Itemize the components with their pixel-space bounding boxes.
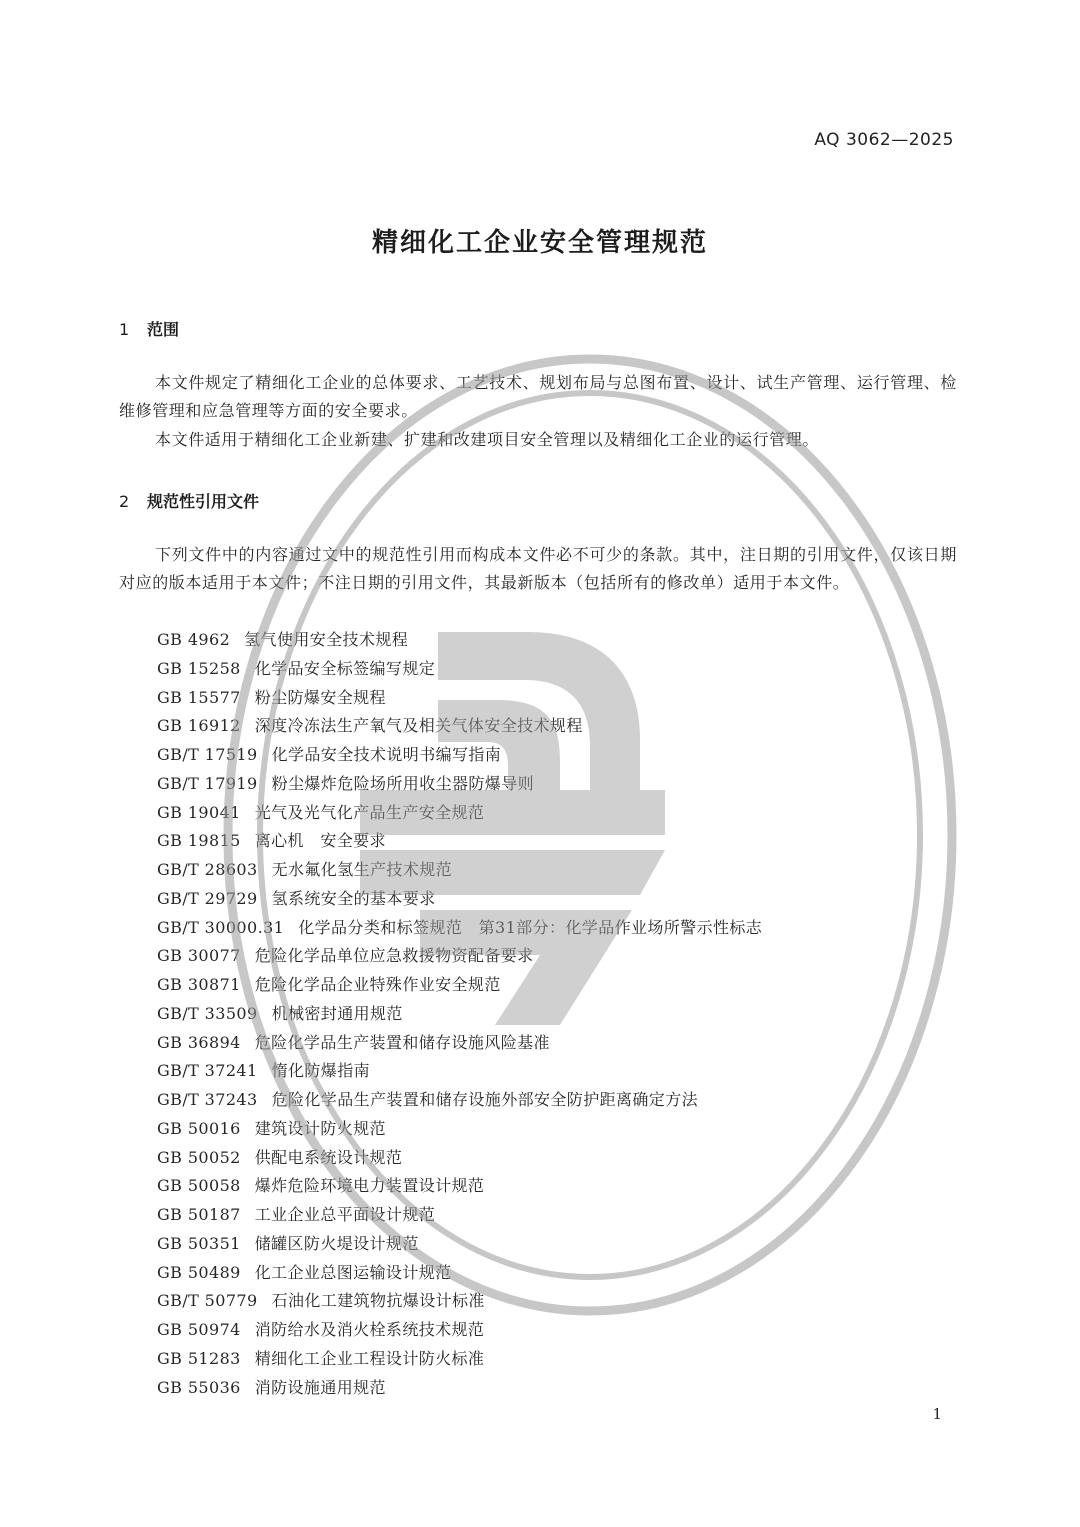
reference-item bbox=[157, 741, 762, 770]
reference-code: GB 19815 bbox=[157, 831, 241, 851]
reference-code: GB/T 30000.31 bbox=[157, 917, 285, 937]
reference-item bbox=[157, 1172, 762, 1201]
reference-code: GB 30871 bbox=[157, 975, 241, 994]
reference-title: 无水氟化氢生产技术规范 bbox=[271, 860, 452, 879]
reference-code: GB 50187 bbox=[157, 1205, 241, 1224]
reference-title: 深度冷冻法生产氧气及相关气体安全技术规程 bbox=[254, 716, 583, 736]
reference-list bbox=[157, 626, 762, 1402]
section-heading-normative-references bbox=[119, 489, 259, 512]
reference-title: 爆炸危险环境电力装置设计规范 bbox=[254, 1176, 485, 1196]
reference-title: 惰化防爆指南 bbox=[271, 1061, 370, 1081]
reference-code: GB 50974 bbox=[157, 1320, 241, 1339]
reference-title: 危险化学品企业特殊作业安全规范 bbox=[254, 975, 501, 994]
reference-title: 危险化学品生产装置和储存设施风险基准 bbox=[254, 1032, 550, 1052]
reference-item bbox=[157, 885, 762, 914]
reference-item bbox=[157, 942, 762, 971]
reference-item bbox=[157, 1230, 762, 1259]
reference-item bbox=[157, 1374, 762, 1403]
reference-item bbox=[157, 626, 762, 655]
reference-item bbox=[157, 1057, 762, 1086]
reference-item bbox=[157, 712, 762, 741]
reference-item bbox=[157, 856, 762, 885]
reference-item bbox=[157, 770, 762, 799]
reference-code: GB 30077 bbox=[157, 946, 241, 966]
reference-code: GB/T 28603 bbox=[157, 860, 258, 879]
section-number: 1 bbox=[119, 320, 130, 339]
reference-item bbox=[157, 1316, 762, 1345]
section-title: 范围 bbox=[147, 320, 180, 339]
reference-item bbox=[157, 1345, 762, 1374]
reference-item bbox=[157, 827, 762, 856]
reference-code: GB 16912 bbox=[157, 716, 241, 736]
paragraph: 本文件适用于精细化工企业新建、扩建和改建项目安全管理以及精细化工企业的运行管理。 bbox=[155, 430, 820, 449]
reference-code: GB 50351 bbox=[157, 1233, 241, 1253]
reference-title: 消防给水及消火栓系统技术规范 bbox=[254, 1320, 485, 1339]
reference-title: 光气及光气化产品生产安全规范 bbox=[254, 802, 485, 822]
reference-code: GB 50052 bbox=[157, 1147, 241, 1167]
reference-code: GB/T 37241 bbox=[157, 1061, 258, 1081]
reference-title: 消防设施通用规范 bbox=[254, 1377, 386, 1397]
reference-item bbox=[157, 655, 762, 684]
reference-code: GB 15258 bbox=[157, 658, 241, 678]
reference-code: GB/T 37243 bbox=[157, 1090, 258, 1109]
reference-item bbox=[157, 1000, 762, 1029]
reference-item bbox=[157, 1201, 762, 1230]
reference-title: 石油化工建筑物抗爆设计标准 bbox=[271, 1291, 485, 1311]
reference-title: 化工企业总图运输设计规范 bbox=[254, 1262, 452, 1282]
reference-item bbox=[157, 1259, 762, 1288]
section-heading-scope bbox=[119, 317, 179, 340]
reference-code: GB 50489 bbox=[157, 1262, 241, 1282]
reference-code: GB/T 33509 bbox=[157, 1003, 258, 1023]
reference-code: GB/T 50779 bbox=[157, 1291, 258, 1311]
reference-item bbox=[157, 971, 762, 1000]
reference-title: 化学品分类和标签规范 第31部分：化学品作业场所警示性标志 bbox=[298, 917, 763, 937]
reference-item bbox=[157, 1029, 762, 1058]
reference-item bbox=[157, 1115, 762, 1144]
reference-title: 化学品安全标签编写规定 bbox=[254, 658, 436, 678]
standard-code: AQ 3062—2025 bbox=[814, 130, 954, 150]
reference-title: 危险化学品单位应急救援物资配备要求 bbox=[254, 946, 534, 966]
reference-code: GB 55036 bbox=[157, 1377, 241, 1397]
document-title: 精细化工企业安全管理规范 bbox=[371, 228, 708, 258]
reference-code: GB/T 29729 bbox=[157, 888, 258, 908]
reference-title: 危险化学品生产装置和储存设施外部安全防护距离确定方法 bbox=[271, 1090, 698, 1109]
reference-code: GB/T 17519 bbox=[157, 745, 258, 764]
paragraph: 下列文件中的内容通过文中的规范性引用而构成本文件必不可少的条款。其中，注日期的引用文件，仅该日期对应的版本适用于本文件；不注日期的引用文件，其最新版本（包括所有的修改单）适用于本文件。 bbox=[119, 545, 957, 592]
reference-title: 粉尘防爆安全规程 bbox=[254, 687, 386, 707]
reference-title: 储罐区防火堤设计规范 bbox=[254, 1233, 419, 1253]
reference-item bbox=[157, 914, 762, 943]
reference-title: 供配电系统设计规范 bbox=[254, 1147, 403, 1167]
reference-code: GB 36894 bbox=[157, 1032, 241, 1052]
reference-item bbox=[157, 799, 762, 828]
reference-title: 化学品安全技术说明书编写指南 bbox=[271, 745, 502, 764]
page-number: 1 bbox=[932, 1405, 942, 1423]
reference-title: 氢气使用安全技术规程 bbox=[244, 630, 409, 649]
reference-code: GB 50016 bbox=[157, 1118, 241, 1138]
reference-title: 建筑设计防火规范 bbox=[254, 1118, 386, 1138]
section-number: 2 bbox=[119, 492, 130, 511]
reference-title: 机械密封通用规范 bbox=[271, 1003, 403, 1023]
section-title: 规范性引用文件 bbox=[147, 492, 260, 511]
reference-title: 氢系统安全的基本要求 bbox=[271, 888, 436, 908]
reference-item bbox=[157, 1086, 762, 1115]
reference-code: GB 15577 bbox=[157, 687, 241, 707]
reference-title: 离心机 安全要求 bbox=[254, 831, 386, 851]
reference-code: GB 51283 bbox=[157, 1348, 241, 1368]
reference-code: GB 19041 bbox=[157, 802, 241, 822]
reference-item bbox=[157, 684, 762, 713]
reference-item bbox=[157, 1144, 762, 1173]
reference-item bbox=[157, 1287, 762, 1316]
reference-code: GB/T 17919 bbox=[157, 773, 258, 793]
reference-title: 粉尘爆炸危险场所用收尘器防爆导则 bbox=[271, 773, 534, 793]
reference-code: GB 50058 bbox=[157, 1176, 241, 1196]
reference-title: 工业企业总平面设计规范 bbox=[254, 1205, 436, 1224]
reference-code: GB 4962 bbox=[157, 630, 231, 649]
reference-title: 精细化工企业工程设计防火标准 bbox=[254, 1348, 485, 1368]
paragraph: 本文件规定了精细化工企业的总体要求、工艺技术、规划布局与总图布置、设计、试生产管理、运行管理、检维修管理和应急管理等方面的安全要求。 bbox=[119, 373, 957, 420]
